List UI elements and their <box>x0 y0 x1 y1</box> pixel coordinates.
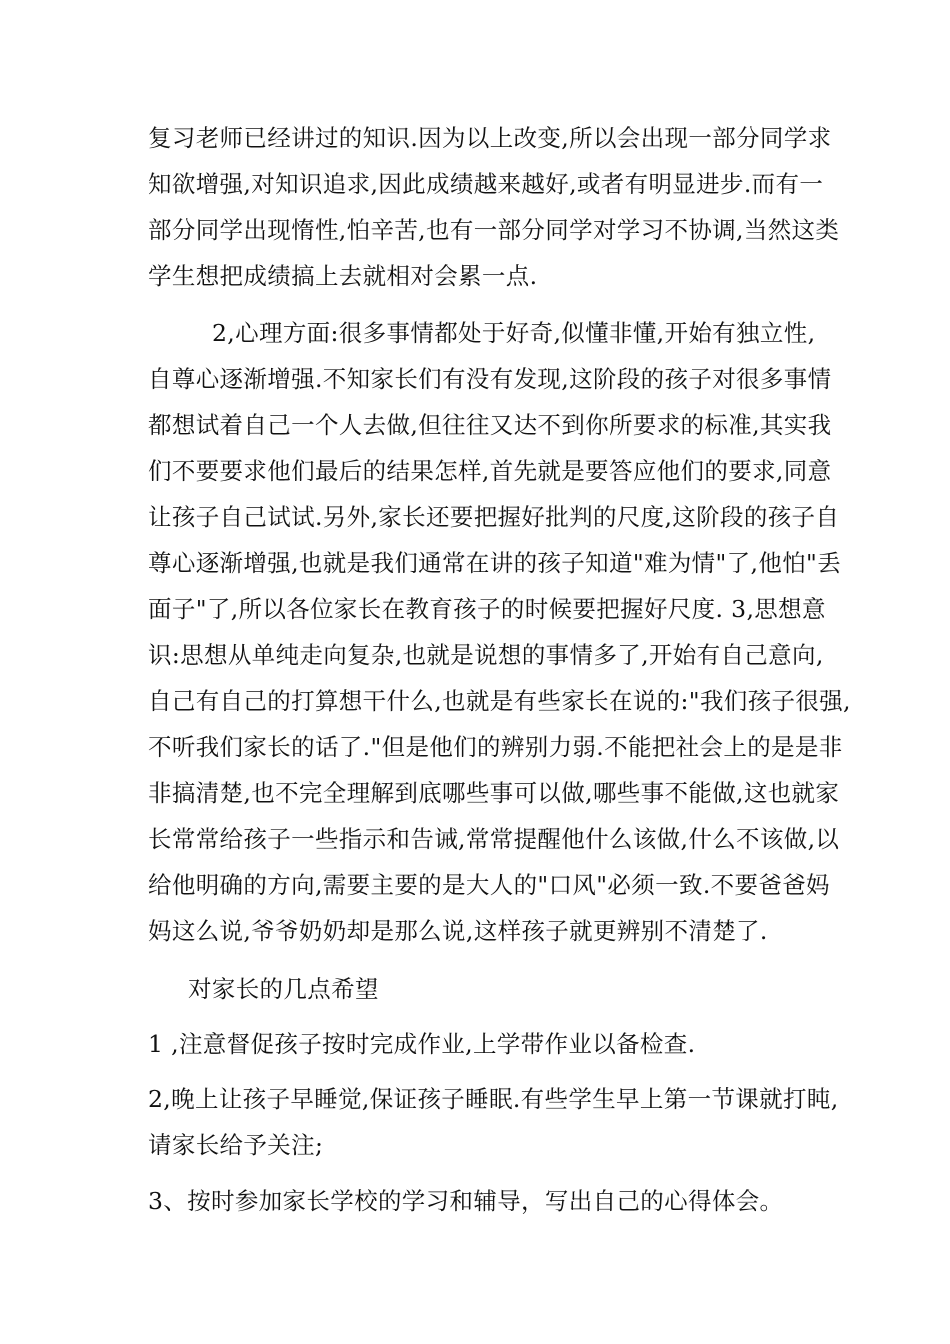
paragraph-1-line-3: 部分同学出现惰性,怕辛苦,也有一部分同学对学习不协调,当然这类 <box>148 216 840 244</box>
paragraph-2-line-14: 妈这么说,爷爷奶奶却是那么说,这样孩子就更辨别不清楚了. <box>148 917 768 945</box>
paragraph-2-line-9: 自己有自己的打算想干什么,也就是有些家长在说的:"我们孩子很强, <box>148 687 851 715</box>
paragraph-2-line-4: 们不要要求他们最后的结果怎样,首先就是要答应他们的要求,同意 <box>148 457 832 485</box>
list-item-3: 3、按时参加家长学校的学习和辅导，写出自己的心得体会。 <box>148 1187 784 1215</box>
list-item-2-line-1: 2,晚上让孩子早睡觉,保证孩子睡眠.有些学生早上第一节课就打盹, <box>148 1085 839 1113</box>
paragraph-2-line-8: 识:思想从单纯走向复杂,也就是说想的事情多了,开始有自己意向, <box>148 641 824 669</box>
paragraph-2-line-6: 尊心逐渐增强,也就是我们通常在讲的孩子知道"难为情"了,他怕"丢 <box>148 549 842 577</box>
paragraph-2-line-10: 不听我们家长的话了."但是他们的辨别力弱.不能把社会上的是是非 <box>148 733 843 761</box>
paragraph-1-line-1: 复习老师已经讲过的知识.因为以上改变,所以会出现一部分同学求 <box>148 124 832 152</box>
paragraph-2-line-2: 自尊心逐渐增强.不知家长们有没有发现,这阶段的孩子对很多事情 <box>148 365 832 393</box>
paragraph-2-line-11: 非搞清楚,也不完全理解到底哪些事可以做,哪些事不能做,这也就家 <box>148 779 840 807</box>
paragraph-2-line-13: 给他明确的方向,需要主要的是大人的"口风"必须一致.不要爸爸妈 <box>148 871 830 899</box>
paragraph-2-line-3: 都想试着自己一个人去做,但往往又达不到你所要求的标准,其实我 <box>148 411 832 439</box>
list-item-2-line-2: 请家长给予关注; <box>148 1131 324 1159</box>
section-heading: 对家长的几点希望 <box>188 975 379 1003</box>
paragraph-2-line-1: 2,心理方面:很多事情都处于好奇,似懂非懂,开始有独立性, <box>212 319 816 347</box>
paragraph-1-line-2: 知欲增强,对知识追求,因此成绩越来越好,或者有明显进步.而有一 <box>148 170 824 198</box>
paragraph-2-line-12: 长常常给孩子一些指示和告诫,常常提醒他什么该做,什么不该做,以 <box>148 825 840 853</box>
list-item-1: 1 ,注意督促孩子按时完成作业,上学带作业以备检查. <box>148 1030 696 1058</box>
paragraph-1-line-4: 学生想把成绩搞上去就相对会累一点. <box>148 262 538 290</box>
paragraph-2-line-5: 让孩子自己试试.另外,家长还要把握好批判的尺度,这阶段的孩子自 <box>148 503 840 531</box>
paragraph-2-line-7: 面子"了,所以各位家长在教育孩子的时候要把握好尺度. 3,思想意 <box>148 595 826 623</box>
